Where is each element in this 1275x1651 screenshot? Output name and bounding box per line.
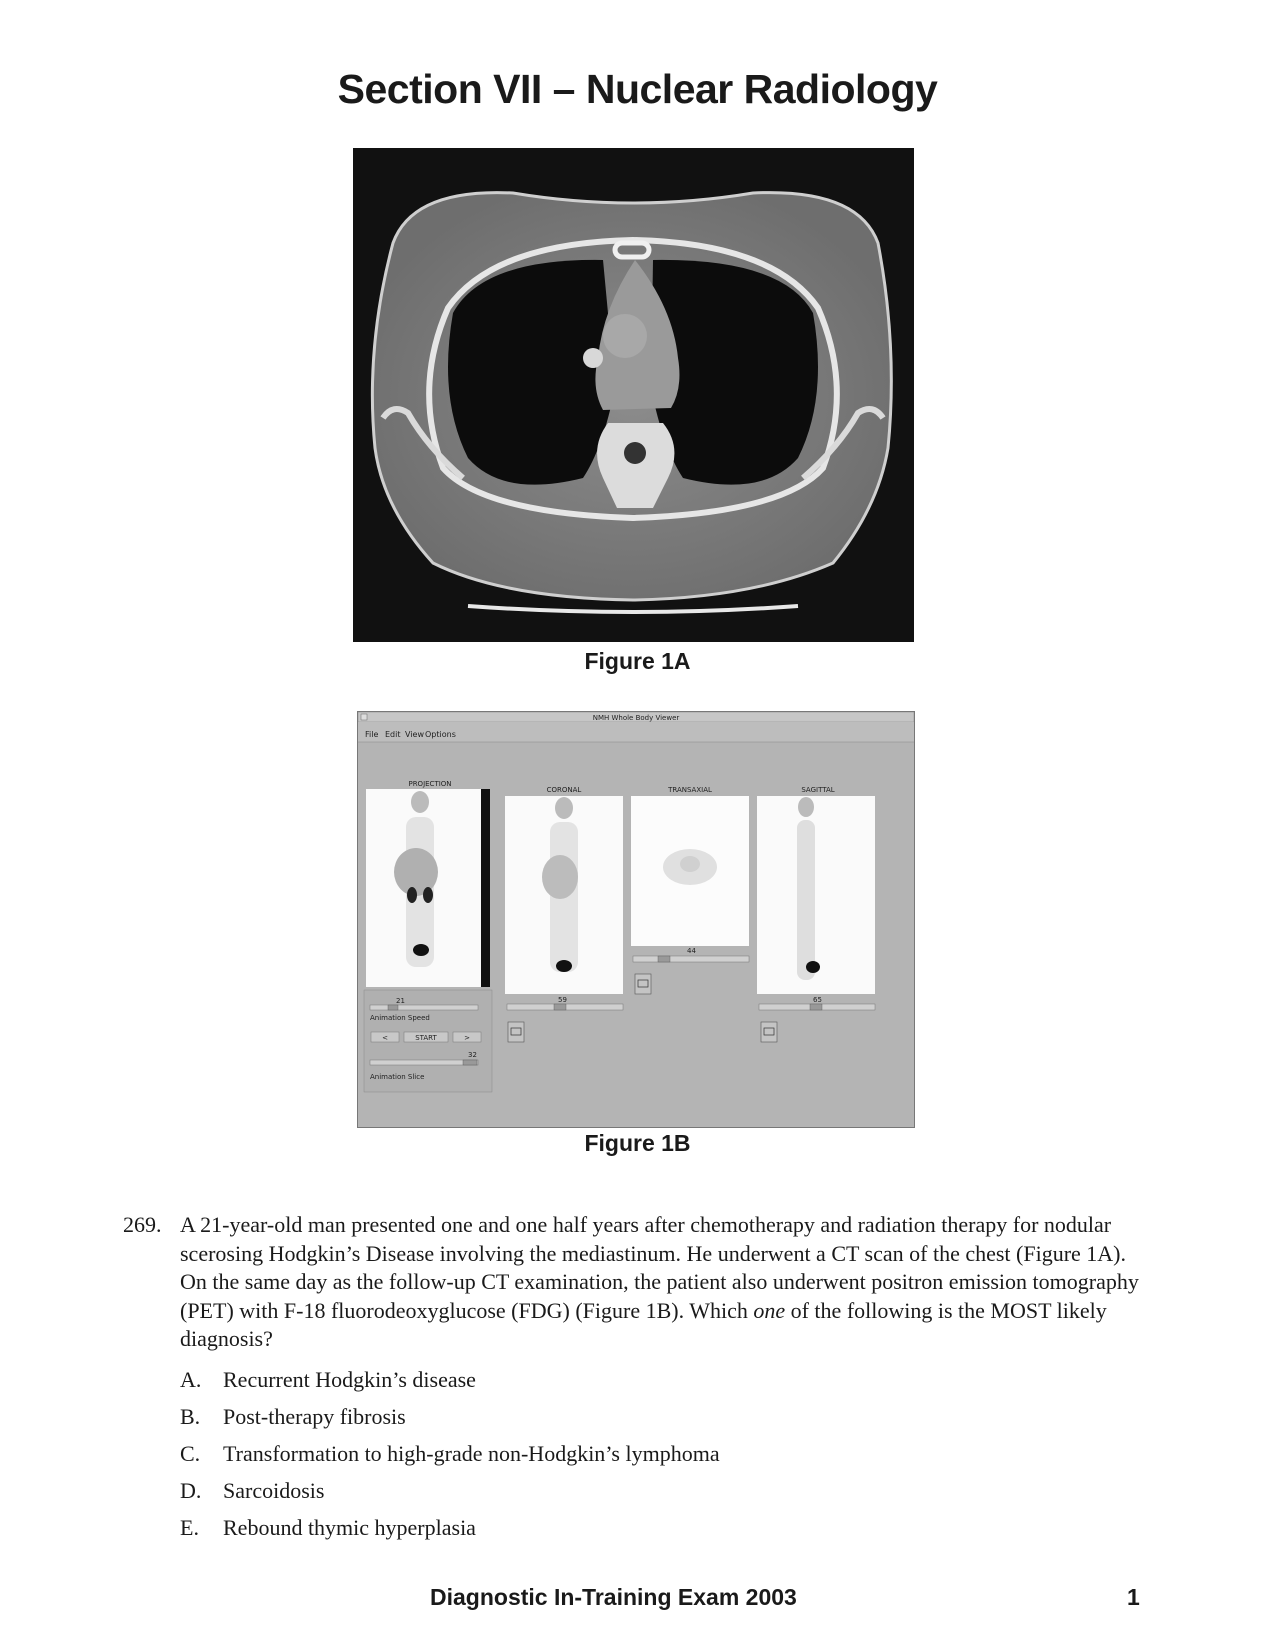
animation-start-label: START (415, 1034, 437, 1042)
animation-slice-label: Animation Slice (370, 1073, 425, 1081)
window-menu-icon[interactable] (361, 714, 367, 720)
transaxial-slider[interactable] (633, 956, 749, 962)
animation-slice-value: 32 (468, 1051, 477, 1059)
choice-text: Recurrent Hodgkin’s disease (223, 1367, 476, 1392)
question-emphasis: one (753, 1297, 786, 1323)
transaxial-value: 44 (687, 947, 696, 955)
projection-image (366, 789, 490, 987)
choice-letter: C. (180, 1441, 201, 1466)
transaxial-label: TRANSAXIAL (668, 786, 712, 794)
menu-edit[interactable]: Edit (385, 730, 401, 739)
figure-1a-ct-image (353, 148, 914, 642)
choice-letter: E. (180, 1515, 199, 1540)
animation-slice-slider[interactable] (370, 1060, 478, 1065)
choice-letter: A. (180, 1367, 202, 1392)
projection-slider-thumb[interactable] (388, 1005, 398, 1010)
question-text-before: A 21-year-old man presented one and one half years after chemotherapy and radiation therapy for nodular scerosing Hodgkin’s Disease involving the mediastinum. He underwent a CT scan of the chest (Figure 1A). On the same day as the follow-up CT examination, the patient also underwent positron emission tomography (PET) with F-18 fluorodeoxyglucose (FDG) (Figure 1B). Which (180, 1212, 1139, 1323)
figure-1b-caption: Figure 1B (584, 1130, 691, 1156)
projection-label: PROJECTION (408, 780, 452, 788)
pet-viewer-window (358, 712, 914, 1127)
coronal-value: 59 (558, 996, 567, 1004)
sagittal-image (757, 796, 875, 994)
choice-text: Rebound thymic hyperplasia (223, 1515, 476, 1540)
sagittal-film-button[interactable] (761, 1022, 777, 1042)
figure-1a-caption: Figure 1A (584, 648, 691, 674)
page-title: Section VII – Nuclear Radiology (337, 66, 938, 112)
footer-exam-title: Diagnostic In-Training Exam 2003 (430, 1584, 797, 1610)
figure-1b-pet-viewer (357, 711, 915, 1128)
transaxial-film-button[interactable] (635, 974, 651, 994)
choice-letter: B. (180, 1404, 201, 1429)
transaxial-slider-thumb[interactable] (658, 956, 670, 962)
window-title: NMH Whole Body Viewer (592, 714, 680, 722)
projection-value: 21 (396, 997, 405, 1005)
animation-next-label: > (464, 1034, 470, 1042)
question-number: 269. (123, 1212, 162, 1237)
choice-letter: D. (180, 1478, 202, 1503)
question-text-after: of the following is the MOST likely diagnosis? (180, 1297, 1107, 1352)
sagittal-value: 65 (813, 996, 822, 1004)
question-block (123, 1211, 1153, 1354)
ct-scan-illustration (353, 148, 914, 642)
sagittal-slider-thumb[interactable] (810, 1004, 822, 1010)
animation-slice-slider-thumb[interactable] (463, 1060, 477, 1065)
coronal-slider-thumb[interactable] (554, 1004, 566, 1010)
animation-prev-label: < (382, 1034, 388, 1042)
coronal-label: CORONAL (546, 786, 582, 794)
menu-file[interactable]: File (365, 730, 379, 739)
menu-view[interactable]: View (405, 730, 424, 739)
coronal-film-button[interactable] (508, 1022, 524, 1042)
choice-text: Transformation to high-grade non-Hodgkin’s lymphoma (223, 1441, 720, 1466)
choice-text: Sarcoidosis (223, 1478, 325, 1503)
page-number: 1 (1127, 1584, 1140, 1610)
choice-text: Post-therapy fibrosis (223, 1404, 406, 1429)
menu-options[interactable]: Options (425, 730, 456, 739)
animation-speed-label: Animation Speed (370, 1014, 430, 1022)
projection-slider[interactable] (370, 1005, 478, 1010)
question-stem (180, 1211, 1153, 1354)
coronal-image (505, 796, 623, 994)
transaxial-image (631, 796, 749, 946)
sagittal-label: SAGITTAL (801, 786, 835, 794)
